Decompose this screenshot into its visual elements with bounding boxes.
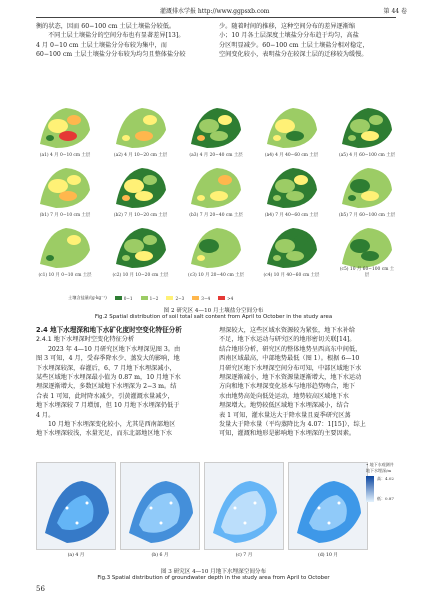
text-line: 下水埋深较深，春灌后，6、7 月地下水埋深减小，: [36, 364, 176, 372]
map-caption: (c4) 10 月 40−60 cm 土层: [263, 273, 320, 278]
text-line: 不同土层土壤盐分的空间分布也有显著差异[13]。: [48, 32, 185, 40]
map-caption: (b5) 7 月 60−100 cm 土层: [338, 213, 396, 218]
gw-map-caption: (c) 7 月: [235, 553, 253, 558]
text-line: 埋深逐渐增大，多数区域地下水埋深为 2−3 m。结: [36, 383, 177, 391]
text-line: 可知，灌溉和地形是影响地下水埋深的主要因素。: [219, 430, 356, 438]
groundwater-legend: [366, 462, 427, 522]
soil-salt-map: [112, 220, 170, 278]
text-line: 西南区域最高，中部地势最低（图 1）。根据 6—10: [219, 355, 360, 363]
journal-site: 灌溉排水学报 http://www.ggpsxb.com: [160, 8, 270, 15]
soil-salt-map: [338, 100, 396, 158]
subsection-title: 2.4.1 地下水埋深时空变化特征分析: [36, 336, 135, 344]
groundwater-map: [288, 462, 368, 558]
legend-item: 0−1: [115, 295, 133, 301]
left-top-text: [36, 22, 206, 60]
map-caption: (a3) 4 月 20−40 cm 土层: [189, 153, 243, 158]
soil-salt-map: [263, 160, 321, 218]
legend-low: 低：0.87: [377, 496, 394, 501]
text-line: 不足，地下水运动与研究区的地形密切关联[14]。: [219, 336, 356, 344]
text-line: 埋深较大，这些区域水资源较为紧张，地下水补给: [219, 327, 356, 334]
soil-salt-map: [112, 160, 170, 218]
page-number: 56: [36, 585, 45, 593]
gw-map-caption: (a) 4 月: [67, 553, 85, 558]
map-caption: (c3) 10 月 20−40 cm 土层: [188, 273, 244, 278]
text-line: 发量大于降水量（平均蒸降比为 4.07：1[15]），综上: [219, 421, 366, 429]
soil-salt-map: [36, 220, 94, 278]
legend-item: 1−2: [141, 295, 159, 301]
text-line: 表 1 可知，灌水量达大于降水量且夏季研究区蒸: [219, 411, 351, 419]
figure-3-caption-cn: 图 3 研究区 4—10 月地下水埋深空间分布: [160, 569, 267, 575]
soil-salt-map: [187, 220, 245, 278]
left-body: [36, 326, 206, 439]
text-line: 水由地势高处向低处运动，地势较高区域地下水: [219, 392, 349, 400]
figure-2-caption-cn: 图 2 研究区 4—10 月土壤盐分空间分布: [163, 308, 264, 314]
text-line: 60−100 cm 土层土壤盐分分布较为均匀且整体盐分较: [36, 51, 186, 59]
map-row: [36, 220, 396, 278]
text-line: 2023 年 4—10 月研究区地下水埋深见图 3。由: [48, 345, 181, 353]
groundwater-map: [204, 462, 284, 558]
map-caption: (a1) 4 月 0−10 cm 土层: [39, 153, 91, 158]
text-line: 月研究区地下水埋深空间分布可知，中部区域地下水: [219, 364, 362, 372]
map-row: [36, 160, 396, 218]
map-caption: (a5) 4 月 60−100 cm 土层: [338, 153, 396, 158]
soil-salt-map: [263, 100, 321, 158]
groundwater-map: [120, 462, 200, 558]
map-caption: (c5) 10 月 60−100 cm 土层: [339, 267, 395, 278]
legend-well: • 地下水观测井: [366, 462, 394, 467]
legend-item: 3−4: [192, 295, 210, 301]
legend-high: 高：4.02: [377, 476, 394, 481]
text-line: 地下水埋深较 7 月增加，但 10 月地下水埋深仍低于: [36, 402, 180, 410]
groundwater-map: [36, 462, 116, 558]
text-line: 地下水埋深较浅，水量充足，而东北部地区地下水: [36, 430, 173, 438]
figure-3-caption-en: Fig.3 Spatial distribution of groundwater depth in the study area from April to October: [97, 575, 330, 581]
text-line: 合表 1 可知，此时降水减少，引黄灌溉水量减少，: [36, 392, 174, 400]
depth-gradient-bar: [366, 476, 374, 502]
right-top-text: [219, 22, 391, 60]
soil-salt-map-grid: [36, 100, 396, 280]
text-line: 空间变化较小，表明盐分在较深土层的迁移较为缓慢。: [219, 51, 368, 59]
legend-depth-title: 地下水埋深/m: [366, 468, 392, 473]
text-line: 埋深逐渐减小，地下水资源量逐渐增大，地下水运动: [219, 374, 362, 382]
gw-map-caption: (d) 10 月: [318, 553, 338, 558]
map-caption: (c1) 10 月 0−10 cm 土层: [38, 273, 92, 278]
legend-item: 2−3: [166, 295, 184, 301]
text-line: 某些区域地下水埋深最小值为 0.87 m，10 月地下水: [36, 374, 181, 382]
soil-salt-map: [36, 100, 94, 158]
map-caption: (a4) 4 月 40−60 cm 土层: [264, 153, 319, 158]
text-line: 图 3 可知，4 月，受春季降水少、蒸发大的影响，地: [36, 355, 180, 363]
salt-legend: [68, 295, 233, 301]
map-caption: (b3) 7 月 20−40 cm 土层: [189, 213, 243, 218]
map-caption: (b1) 7 月 0−10 cm 土层: [39, 213, 91, 218]
header-rule: [36, 17, 396, 18]
text-line: 结合地形分析，研究区的整体地势呈西高东中间低，: [219, 345, 362, 353]
volume-label: 第 44 卷: [383, 8, 407, 15]
legend-item: >4: [218, 295, 233, 301]
legend-title: 土壤含盐量/(g·kg⁻¹): [68, 295, 107, 300]
figure-2-caption-en: Fig.2 Spatial distribution of soil total salt content from April to October in the study area: [94, 314, 333, 320]
soil-salt-map: [187, 160, 245, 218]
text-line: 衡的状态，因而 60−100 cm 土层土壤盐分较低。: [36, 23, 176, 30]
map-caption: (a2) 4 月 10−20 cm 土层: [113, 153, 168, 158]
map-caption: (c2) 10 月 10−20 cm 土层: [112, 273, 169, 278]
groundwater-map-row: [36, 462, 396, 557]
text-line: 少。随着时间的推移，这种空间分布的差异逐渐缩: [219, 23, 356, 30]
soil-salt-map: [338, 220, 396, 278]
soil-salt-map: [338, 160, 396, 218]
right-body: [219, 326, 391, 439]
soil-salt-map: [263, 220, 321, 278]
soil-salt-map: [36, 160, 94, 218]
text-line: 4 月 0−10 cm 土层土壤盐分分布较为集中，而: [36, 41, 167, 49]
soil-salt-map: [112, 100, 170, 158]
gw-map-caption: (b) 6 月: [151, 553, 169, 558]
text-line: 4 月。: [36, 411, 55, 419]
section-title: 2.4 地下水埋深和地下水矿化度时空变化特征分析: [36, 326, 182, 334]
text-line: 埋深增大。地势较低区域地下水埋深减小，结合: [219, 402, 349, 410]
map-row: [36, 100, 396, 158]
map-caption: (b2) 7 月 10−20 cm 土层: [113, 213, 168, 218]
text-line: 方向和地下水埋深变化基本与地形趋势吻合，地下: [219, 383, 356, 391]
text-line: 分区明显减少。60−100 cm 土层土壤盐分相对稳定，: [219, 41, 369, 49]
soil-salt-map: [187, 100, 245, 158]
text-line: 10 月地下水埋深变化较小，尤其是西南部地区: [48, 421, 176, 429]
map-caption: (b4) 7 月 40−60 cm 土层: [264, 213, 319, 218]
text-line: 小；10 月各土层深度土壤盐分分布趋于均匀，高盐: [219, 32, 359, 40]
